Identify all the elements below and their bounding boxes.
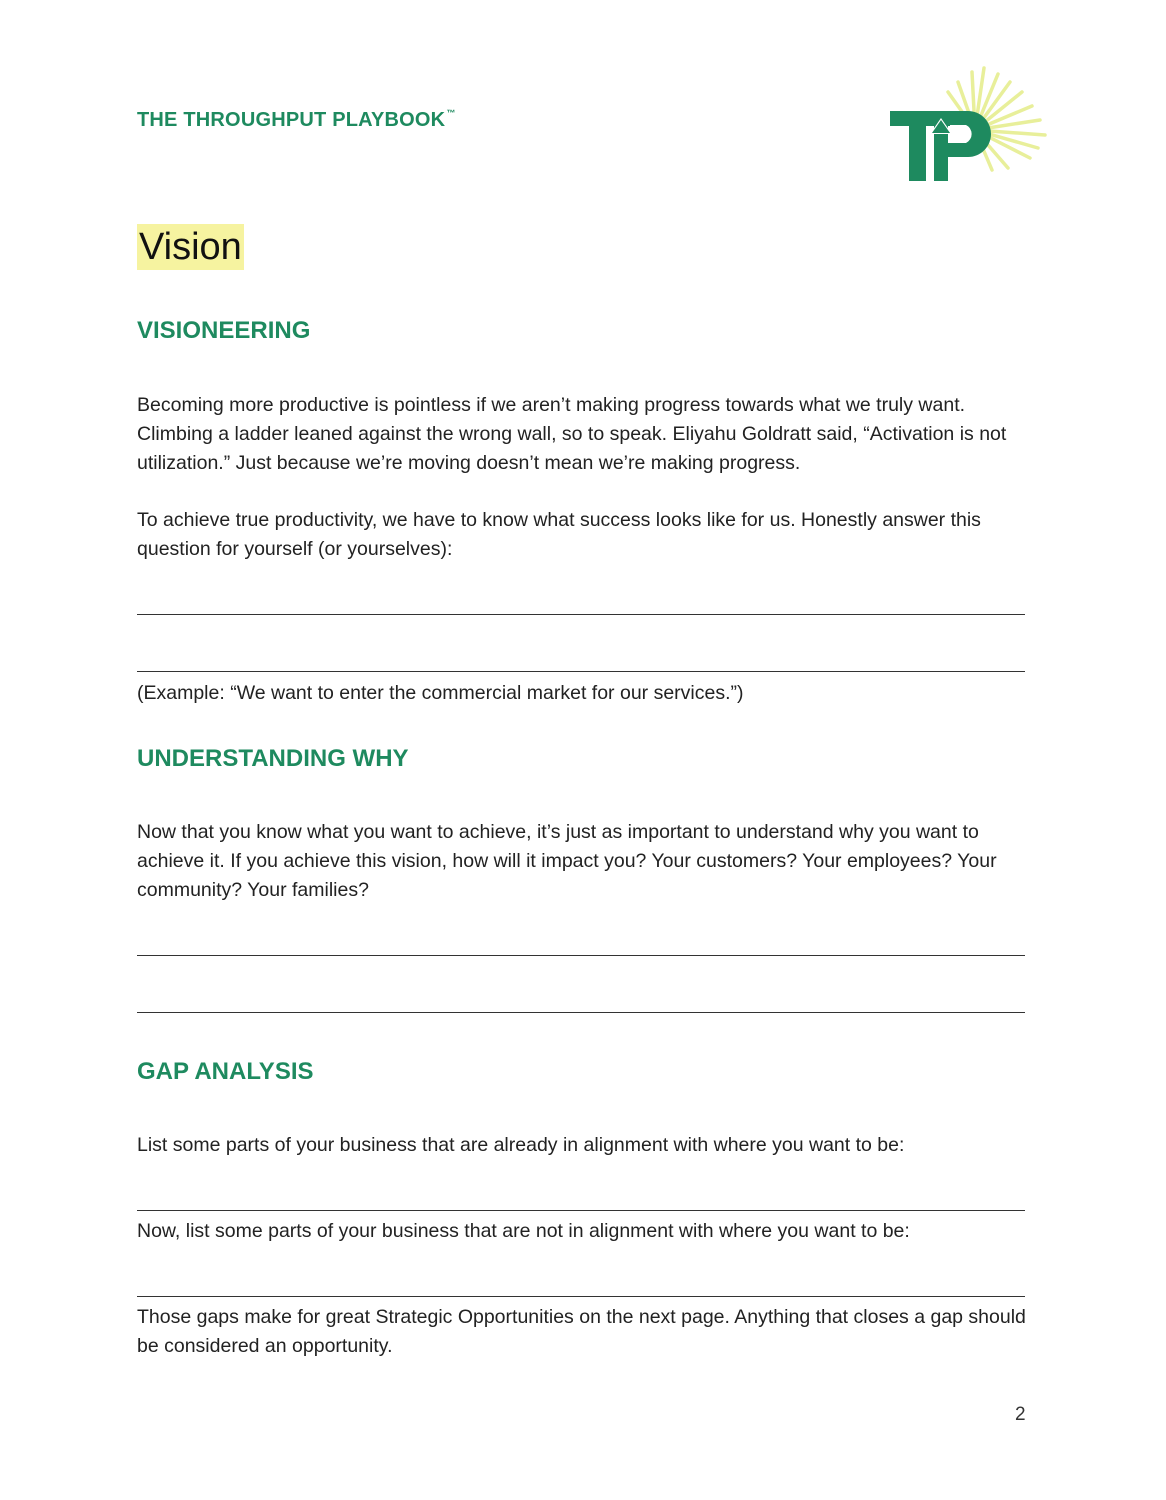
page-title: Vision [139,226,242,268]
answer-line[interactable] [137,1296,1025,1297]
answer-line[interactable] [137,1210,1025,1211]
tp-letters-icon [890,111,991,181]
section-heading-visioneering: VISIONEERING [137,317,311,344]
visioneering-paragraph-1: Becoming more productive is pointless if we aren’t making progress towards what we truly want. Climbing a ladder leaned against the wrong wall, so to speak. Eliyahu Goldratt said, “Activation is not utilization.” Just because we’re moving doesn’t mean we’re making progress. [137,394,1007,474]
understanding-why-paragraph: Now that you know what you want to achieve, it’s just as important to understand why you want to achieve it. If you achieve this vision, how will it impact you? Your customers? Your employees? Your community? Your families? [137,821,997,901]
page-number: 2 [1015,1404,1026,1425]
gap-closing-paragraph: Those gaps make for great Strategic Opportunities on the next page. Anything that closes a gap should be considered an opportunity. [137,1306,1026,1357]
answer-line[interactable] [137,614,1025,615]
gap-prompt-aligned: List some parts of your business that are already in alignment with where you want to be: [137,1134,905,1156]
visioneering-paragraph-2: To achieve true productivity, we have to know what success looks like for us. Honestly answer this question for yourself (or yourselves): [137,509,981,560]
gap-prompt-not-aligned: Now, list some parts of your business that are not in alignment with where you want to be: [137,1220,910,1242]
answer-line[interactable] [137,955,1025,956]
answer-line[interactable] [137,1012,1025,1013]
brand-title: THE THROUGHPUT PLAYBOOK™ [137,108,456,131]
section-heading-understanding-why: UNDERSTANDING WHY [137,745,409,772]
tp-logo [880,60,1055,195]
trademark-symbol: ™ [446,108,456,118]
visioneering-example: (Example: “We want to enter the commercial market for our services.”) [137,682,744,704]
section-heading-gap-analysis: GAP ANALYSIS [137,1058,314,1085]
answer-line[interactable] [137,671,1025,672]
